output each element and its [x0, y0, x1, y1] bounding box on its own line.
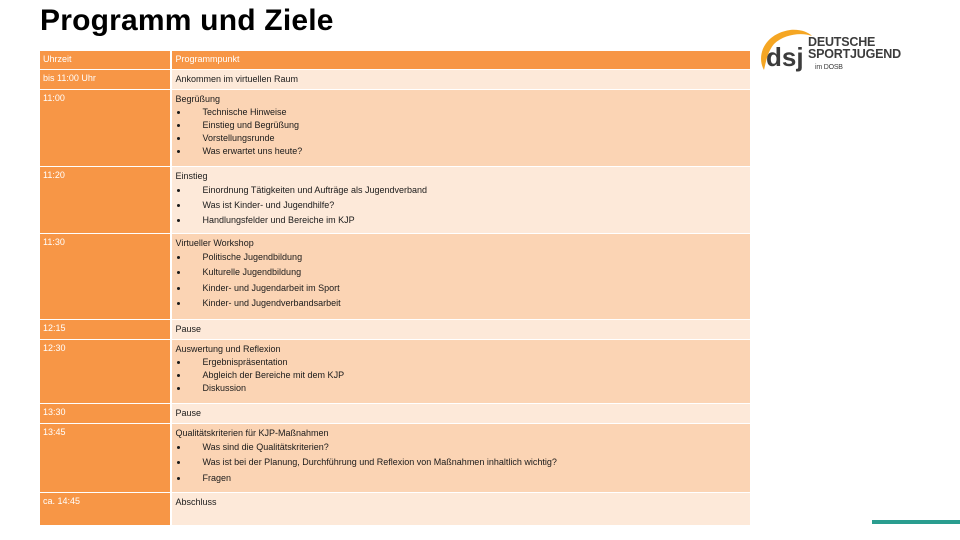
agenda-program [172, 493, 751, 525]
bullet-item: Was ist bei der Planung, Durchführung und Reflexion von Maßnahmen inhaltlich wichtig? [176, 455, 751, 470]
agenda-title: Abschluss [175, 496, 217, 507]
agenda-row [40, 493, 750, 526]
header-time-cell: Uhrzeit [40, 51, 170, 69]
bullet-item: Ergebnispräsentation [176, 356, 751, 369]
agenda-program [172, 70, 751, 90]
agenda-row [40, 320, 750, 341]
agenda-title: Pause [175, 407, 202, 418]
agenda-row [40, 234, 750, 320]
page-title: Programm und Ziele [40, 4, 334, 37]
agenda-time: 13:45 [40, 424, 170, 492]
logo-line-2: SPORTJUGEND [808, 47, 901, 61]
agenda-time: 13:30 [40, 404, 170, 424]
bullet-item: Kulturelle Jugendbildung [176, 265, 751, 280]
agenda-title: Virtueller Workshop [175, 238, 254, 248]
header-program-cell: Programmpunkt [172, 51, 751, 69]
agenda-title: Auswertung und Reflexion [175, 344, 281, 354]
bullet-item: Was sind die Qualitätskriterien? [176, 440, 751, 455]
agenda-time: 12:30 [40, 340, 170, 403]
bullet-item: Einstieg und Begrüßung [176, 119, 751, 132]
bullet-item: Politische Jugendbildung [176, 250, 751, 265]
agenda-program [172, 340, 751, 403]
agenda-program [172, 320, 751, 340]
bullet-item: Was erwartet uns heute? [176, 145, 751, 158]
agenda-program [172, 424, 751, 492]
bullet-list [176, 183, 751, 229]
agenda-title: Einstieg [175, 170, 208, 181]
agenda-program [172, 404, 751, 424]
agenda-row [40, 167, 750, 235]
bullet-item: Was ist Kinder- und Jugendhilfe? [176, 198, 751, 213]
agenda-row [40, 70, 750, 91]
agenda-title: Begrüßung [175, 94, 221, 104]
accent-bar [872, 520, 960, 524]
agenda-row [40, 424, 750, 493]
agenda-program [172, 90, 751, 166]
agenda-title: Ankommen im virtuellen Raum [175, 73, 299, 84]
agenda-time: 11:00 [40, 90, 170, 166]
agenda-time: 11:20 [40, 167, 170, 234]
bullet-list [176, 440, 751, 486]
agenda-header-row [40, 51, 750, 70]
bullet-list [176, 250, 751, 311]
agenda-time: ca. 14:45 [40, 493, 170, 525]
bullet-item: Technische Hinweise [176, 106, 751, 119]
bullet-item: Vorstellungsrunde [176, 132, 751, 145]
agenda-time: bis 11:00 Uhr [40, 70, 170, 90]
logo-mark-text: dsj [766, 42, 804, 72]
agenda-title: Qualitätskriterien für KJP-Maßnahmen [175, 428, 329, 438]
bullet-item: Diskussion [176, 382, 751, 395]
agenda-row [40, 404, 750, 425]
agenda-time: 11:30 [40, 234, 170, 319]
bullet-item: Kinder- und Jugendarbeit im Sport [176, 281, 751, 296]
agenda-time: 12:15 [40, 320, 170, 340]
bullet-item: Kinder- und Jugendverbandsarbeit [176, 296, 751, 311]
logo-line-1: DEUTSCHE [808, 35, 876, 49]
bullet-item: Abgleich der Bereiche mit dem KJP [176, 369, 751, 382]
logo-line-3: im DOSB [815, 64, 843, 71]
bullet-item: Fragen [176, 471, 751, 486]
agenda-title: Pause [175, 323, 202, 334]
bullet-item: Handlungsfelder und Bereiche im KJP [176, 213, 751, 228]
dsj-logo [756, 26, 916, 80]
agenda-table [40, 51, 750, 526]
bullet-list [176, 106, 751, 158]
bullet-list [176, 356, 751, 395]
bullet-item: Einordnung Tätigkeiten und Aufträge als Jugendverband [176, 183, 751, 198]
agenda-row [40, 340, 750, 404]
agenda-program [172, 167, 751, 234]
agenda-row [40, 90, 750, 167]
agenda-program [172, 234, 751, 319]
